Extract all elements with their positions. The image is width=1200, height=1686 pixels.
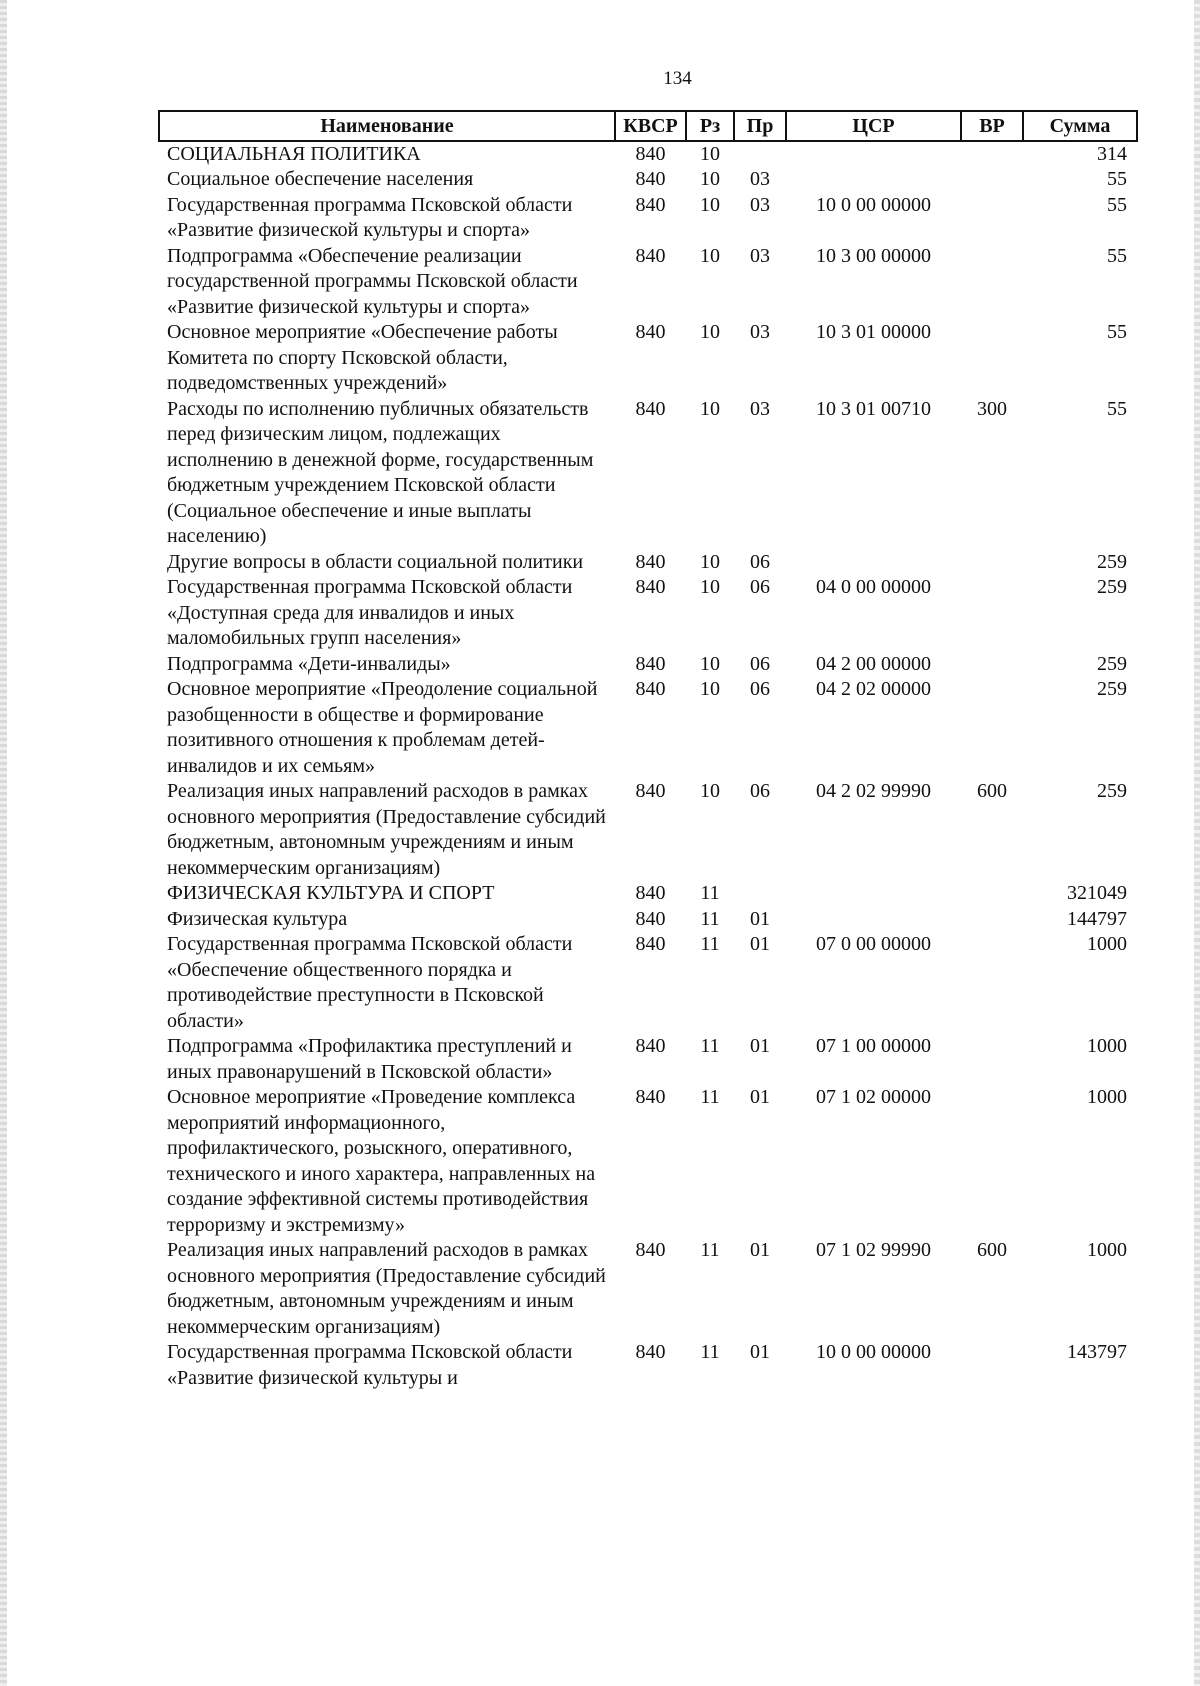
header-name: Наименование	[159, 111, 615, 141]
table-row	[159, 1085, 1137, 1238]
cell-vr	[961, 932, 1023, 1034]
header-kvsr: КВСР	[615, 111, 686, 141]
cell-kvsr: 840	[635, 652, 666, 675]
cell-rz: 11	[700, 1341, 720, 1363]
cell-vr	[961, 1034, 1023, 1085]
cell-csr: 04 2 02 99990	[816, 780, 931, 802]
cell-kvsr: 840	[635, 1086, 666, 1108]
cell-vr	[961, 167, 1023, 193]
cell-rz: 10	[700, 678, 720, 700]
cell-pr: 06	[750, 780, 770, 802]
cell-csr: 04 2 02 00000	[816, 678, 931, 700]
table-row	[159, 193, 1137, 244]
cell-sum: 143797	[1067, 1341, 1127, 1363]
cell-pr	[734, 141, 786, 168]
table-row	[159, 932, 1137, 1034]
cell-rz: 11	[700, 1035, 720, 1057]
cell-name: Реализация иных направлений расходов в рамках основного мероприятия (Предоставление субсидий бюджетным, автономным учреждениям и иным некоммерческим организациям)	[167, 1239, 606, 1338]
cell-pr: 06	[750, 652, 770, 675]
cell-csr: 10 0 00 00000	[816, 1341, 931, 1363]
cell-name: Подпрограмма «Профилактика преступлений и иных правонарушений в Псковской области»	[167, 1035, 572, 1083]
cell-kvsr: 840	[635, 780, 666, 802]
cell-name: Другие вопросы в области социальной политики	[167, 550, 584, 573]
cell-sum: 259	[1097, 550, 1127, 573]
cell-rz: 11	[700, 907, 720, 930]
cell-vr	[961, 141, 1023, 168]
cell-vr: 600	[977, 1239, 1007, 1261]
cell-kvsr: 840	[635, 321, 666, 343]
cell-csr: 10 3 00 00000	[816, 244, 931, 267]
cell-csr	[786, 141, 961, 168]
cell-vr	[961, 652, 1023, 678]
cell-pr: 01	[750, 907, 770, 930]
cell-pr: 03	[750, 168, 770, 190]
cell-vr	[961, 907, 1023, 933]
header-pr: Пр	[734, 111, 786, 141]
table-row	[159, 652, 1137, 678]
budget-table	[158, 110, 1138, 1391]
cell-pr: 01	[750, 1086, 770, 1108]
cell-kvsr: 840	[635, 397, 666, 420]
table-row	[159, 907, 1137, 933]
header-rz: Рз	[686, 111, 734, 141]
cell-pr: 03	[750, 397, 770, 420]
table-row	[159, 779, 1137, 881]
cell-sum: 1000	[1087, 1239, 1127, 1261]
cell-kvsr: 840	[635, 1341, 666, 1363]
cell-csr: 04 0 00 00000	[816, 576, 931, 598]
cell-vr: 300	[977, 397, 1007, 420]
cell-csr: 07 1 02 00000	[816, 1086, 931, 1108]
cell-rz: 11	[700, 1086, 720, 1108]
cell-kvsr: 840	[635, 1035, 666, 1057]
cell-sum: 314	[1097, 142, 1127, 165]
cell-name: ФИЗИЧЕСКАЯ КУЛЬТУРА И СПОРТ	[167, 882, 495, 904]
cell-sum: 1000	[1087, 1086, 1127, 1108]
cell-sum: 259	[1097, 780, 1127, 802]
cell-pr: 03	[750, 244, 770, 267]
cell-pr: 06	[750, 678, 770, 700]
header-csr: ЦСР	[786, 111, 961, 141]
cell-vr	[961, 677, 1023, 779]
table-row	[159, 167, 1137, 193]
cell-rz: 10	[700, 193, 720, 216]
cell-csr	[786, 550, 961, 576]
cell-vr	[961, 1340, 1023, 1391]
table-row	[159, 550, 1137, 576]
table-body	[159, 141, 1137, 1392]
cell-kvsr: 840	[635, 550, 666, 573]
cell-csr: 10 3 01 00710	[816, 397, 931, 420]
header-sum: Сумма	[1023, 111, 1137, 141]
cell-kvsr: 840	[635, 576, 666, 598]
cell-kvsr: 840	[635, 678, 666, 700]
cell-rz: 11	[700, 1239, 720, 1261]
cell-name: Основное мероприятие «Обеспечение работы Комитета по спорту Псковской области, подведомственных учреждений»	[167, 321, 558, 394]
cell-name: Подпрограмма «Обеспечение реализации государственной программы Псковской области «Развитие физической культуры и спорта»	[167, 244, 578, 318]
cell-vr: 600	[977, 780, 1007, 802]
cell-name: Физическая культура	[167, 907, 348, 930]
cell-name: Основное мероприятие «Преодоление социальной разобщенности в обществе и формирование позитивного отношения к проблемам детей-инвалидов и их семьям»	[167, 678, 598, 777]
table-row	[159, 397, 1137, 550]
table-row	[159, 575, 1137, 652]
cell-rz: 10	[700, 550, 720, 573]
cell-name: Социальное обеспечение населения	[167, 168, 474, 190]
scan-edge-right	[1194, 0, 1200, 1686]
cell-kvsr: 840	[635, 882, 666, 904]
cell-csr: 04 2 00 00000	[816, 652, 931, 675]
table-row	[159, 1238, 1137, 1340]
table-row	[159, 677, 1137, 779]
cell-kvsr: 840	[635, 907, 666, 930]
cell-name: Реализация иных направлений расходов в рамках основного мероприятия (Предоставление субсидий бюджетным, автономным учреждениям и иным некоммерческим организациям)	[167, 780, 606, 879]
cell-sum: 144797	[1067, 907, 1127, 930]
cell-csr: 07 0 00 00000	[816, 933, 931, 955]
cell-kvsr: 840	[635, 244, 666, 267]
cell-pr	[734, 881, 786, 907]
cell-csr	[786, 881, 961, 907]
table-row	[159, 1340, 1137, 1391]
cell-vr	[961, 193, 1023, 244]
cell-name: Расходы по исполнению публичных обязательств перед физическим лицом, подлежащих исполнению в денежной форме, государственным бюджетным учреждением Псковской области (Социальное обеспечение и иные выплаты населению)	[167, 397, 594, 547]
cell-sum: 1000	[1087, 933, 1127, 955]
cell-pr: 03	[750, 193, 770, 216]
cell-sum: 55	[1107, 193, 1127, 216]
cell-kvsr: 840	[635, 193, 666, 216]
cell-sum: 55	[1107, 244, 1127, 267]
cell-csr: 10 3 01 00000	[816, 321, 931, 343]
cell-kvsr: 840	[635, 142, 666, 165]
cell-pr: 01	[750, 1035, 770, 1057]
cell-rz: 11	[700, 882, 720, 904]
cell-csr: 07 1 00 00000	[816, 1035, 931, 1057]
cell-pr: 06	[750, 550, 770, 573]
cell-name: Государственная программа Псковской области «Развитие физической культуры и	[167, 1341, 573, 1389]
cell-rz: 10	[700, 244, 720, 267]
cell-name: Подпрограмма «Дети-инвалиды»	[167, 652, 451, 675]
cell-pr: 01	[750, 1341, 770, 1363]
cell-pr: 03	[750, 321, 770, 343]
cell-name: Государственная программа Псковской области «Обеспечение общественного порядка и противодействие преступности в Псковской области»	[167, 933, 573, 1032]
cell-csr	[786, 167, 961, 193]
cell-kvsr: 840	[635, 168, 666, 190]
scan-edge-left	[0, 0, 7, 1686]
table-row	[159, 320, 1137, 397]
cell-sum: 259	[1097, 576, 1127, 598]
cell-name: Основное мероприятие «Проведение комплекса мероприятий информационного, профилактического, розыскного, оперативного, технического и иного характера, направленных на создание эффективной системы противодействия терроризму и экстремизму»	[167, 1086, 596, 1236]
cell-kvsr: 840	[635, 933, 666, 955]
cell-csr: 07 1 02 99990	[816, 1239, 931, 1261]
cell-rz: 10	[700, 780, 720, 802]
cell-csr	[786, 907, 961, 933]
cell-sum: 321049	[1067, 882, 1127, 904]
cell-pr: 06	[750, 576, 770, 598]
cell-sum: 259	[1097, 678, 1127, 700]
cell-sum: 259	[1097, 652, 1127, 675]
cell-pr: 01	[750, 1239, 770, 1261]
cell-rz: 10	[700, 142, 720, 165]
cell-rz: 10	[700, 576, 720, 598]
table-row	[159, 881, 1137, 907]
cell-rz: 10	[700, 397, 720, 420]
cell-sum: 1000	[1087, 1035, 1127, 1057]
cell-vr	[961, 1085, 1023, 1238]
table-row	[159, 1034, 1137, 1085]
cell-csr: 10 0 00 00000	[816, 193, 931, 216]
table-row	[159, 244, 1137, 321]
cell-vr	[961, 881, 1023, 907]
cell-sum: 55	[1107, 168, 1127, 190]
cell-sum: 55	[1107, 321, 1127, 343]
cell-pr: 01	[750, 933, 770, 955]
cell-vr	[961, 244, 1023, 321]
cell-vr	[961, 320, 1023, 397]
cell-name: Государственная программа Псковской области «Доступная среда для инвалидов и иных маломобильных групп населения»	[167, 576, 573, 649]
cell-sum: 55	[1107, 397, 1127, 420]
page-number: 134	[663, 68, 692, 89]
cell-name: Государственная программа Псковской области «Развитие физической культуры и спорта»	[167, 193, 573, 241]
cell-rz: 10	[700, 321, 720, 343]
cell-vr	[961, 575, 1023, 652]
cell-vr	[961, 550, 1023, 576]
table-header-row	[159, 111, 1137, 141]
cell-rz: 10	[700, 168, 720, 190]
cell-rz: 10	[700, 652, 720, 675]
cell-kvsr: 840	[635, 1239, 666, 1261]
cell-name: СОЦИАЛЬНАЯ ПОЛИТИКА	[167, 142, 421, 165]
table-row	[159, 141, 1137, 168]
cell-rz: 11	[700, 933, 720, 955]
header-vr: ВР	[961, 111, 1023, 141]
